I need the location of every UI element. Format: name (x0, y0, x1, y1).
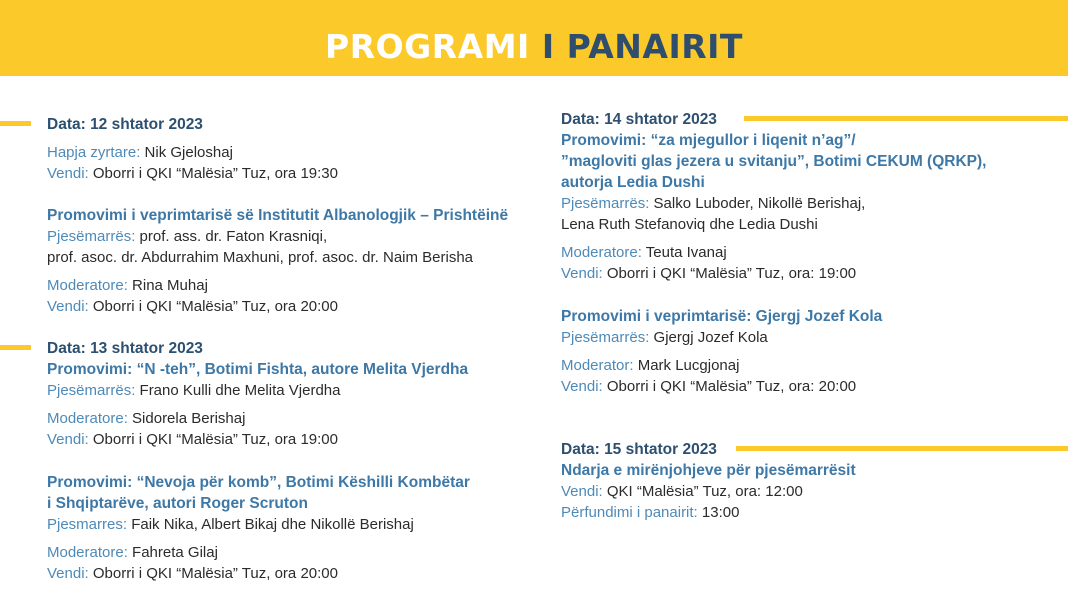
venue-value: Oborri i QKI “Malësia” Tuz, ora 20:00 (88, 565, 338, 582)
moderator-label: Moderatore: (47, 277, 128, 294)
venue-label: Vendi: (561, 265, 603, 282)
event-title-line2: i Shqiptarëve, autori Roger Scruton (47, 495, 308, 512)
moderator (561, 355, 882, 376)
accent-bar-day1 (0, 121, 31, 126)
venue-label: Vendi: (47, 431, 89, 448)
moderator (47, 542, 470, 563)
participants-label: Pjesëmarrës: (47, 382, 136, 399)
venue (47, 429, 468, 450)
participants (47, 380, 468, 401)
closing-value: 13:00 (697, 504, 740, 521)
event-title: Ndarja e mirënjohjeve për pjesëmarrësit (561, 462, 856, 479)
moderator-value: Teuta Ivanaj (641, 244, 727, 261)
participants-label: Pjesëmarrës: (561, 195, 650, 212)
participants-value: Frano Kulli dhe Melita Vjerdha (135, 382, 341, 399)
date-label: Data: 12 shtator 2023 (47, 116, 203, 133)
participants-value: Gjergj Jozef Kola (649, 329, 768, 346)
participants-label: Pjesëmarrës: (561, 329, 650, 346)
closing (561, 502, 856, 523)
venue-label: Vendi: (561, 483, 603, 500)
participants-label: Pjesëmarrës: (47, 228, 136, 245)
moderator-value: Sidorela Berishaj (127, 410, 246, 427)
venue (561, 376, 882, 397)
moderator-value: Mark Lucgjonaj (633, 357, 740, 374)
participants (47, 514, 470, 535)
title-part-panairit: I PANAIRIT (541, 27, 743, 66)
date-label: Data: 14 shtator 2023 (561, 111, 717, 128)
venue-value: Oborri i QKI “Malësia” Tuz, ora: 20:00 (602, 378, 857, 395)
event-gjergj-jozef-kola (561, 306, 882, 397)
participants-value: prof. ass. dr. Faton Krasniqi, (135, 228, 328, 245)
venue-value: Oborri i QKI “Malësia” Tuz, ora 20:00 (88, 298, 338, 315)
participants (47, 226, 508, 247)
moderator (47, 408, 468, 429)
venue (561, 263, 986, 284)
event-nevoja-per-komb (47, 472, 470, 584)
event-institutit-albanologjik (47, 205, 508, 317)
event-title-line1: Promovimi: “Nevoja për komb”, Botimi Këshilli Kombëtar (47, 474, 470, 491)
participants (561, 327, 882, 348)
event-title: Promovimi i veprimtarisë së Institutit Albanologjik – Prishtëinë (47, 207, 509, 224)
venue-label: Vendi: (47, 165, 89, 182)
page-title (0, 27, 1068, 67)
venue (47, 296, 508, 317)
header-banner (0, 0, 1068, 76)
event-title-line3: autorja Ledia Dushi (561, 174, 705, 191)
opening-host (47, 142, 338, 163)
participants-label: Pjesmarres: (47, 516, 128, 533)
title-part-programi: PROGRAMI (325, 27, 530, 66)
date-label: Data: 13 shtator 2023 (47, 340, 203, 357)
participants-value: Faik Nika, Albert Bikaj dhe Nikollë Berishaj (127, 516, 414, 533)
day-section-13-shtator (47, 339, 468, 450)
event-title-line2: ”magloviti glas jezera u svitanju”, Botimi CEKUM (QRKP), (561, 153, 987, 170)
day-section-14-shtator (561, 110, 986, 284)
date-label: Data: 15 shtator 2023 (561, 441, 717, 458)
host-label: Hapja zyrtare: (47, 144, 141, 161)
venue-label: Vendi: (47, 565, 89, 582)
opening-venue (47, 163, 338, 184)
moderator (561, 242, 986, 263)
participants (561, 193, 986, 214)
venue-value: Oborri i QKI “Malësia” Tuz, ora 19:30 (88, 165, 338, 182)
event-title: Promovimi: “N -teh”, Botimi Fishta, autore Melita Vjerdha (47, 361, 469, 378)
event-title: Promovimi i veprimtarisë: Gjergj Jozef Kola (561, 308, 883, 325)
participants-line2: prof. asoc. dr. Abdurrahim Maxhuni, prof. asoc. dr. Naim Berisha (47, 249, 474, 266)
participants-line2: Lena Ruth Stefanoviq dhe Ledia Dushi (561, 216, 818, 233)
moderator-label: Moderatore: (47, 544, 128, 561)
venue-value: Oborri i QKI “Malësia” Tuz, ora 19:00 (88, 431, 338, 448)
venue-label: Vendi: (561, 378, 603, 395)
day-section-12-shtator (47, 115, 338, 184)
venue (561, 481, 856, 502)
moderator-value: Fahreta Gilaj (127, 544, 218, 561)
closing-label: Përfundimi i panairit: (561, 504, 698, 521)
venue-value: Oborri i QKI “Malësia” Tuz, ora: 19:00 (602, 265, 857, 282)
moderator-label: Moderatore: (561, 244, 642, 261)
accent-bar-day2 (0, 345, 31, 350)
host-value: Nik Gjeloshaj (140, 144, 233, 161)
moderator (47, 275, 508, 296)
moderator-label: Moderator: (561, 357, 634, 374)
moderator-value: Rina Muhaj (127, 277, 208, 294)
moderator-label: Moderatore: (47, 410, 128, 427)
event-title-line1: Promovimi: “za mjegullor i liqenit n’ag”/ (561, 132, 856, 149)
venue-label: Vendi: (47, 298, 89, 315)
day-section-15-shtator (561, 440, 856, 523)
venue-value: QKI “Malësia” Tuz, ora: 12:00 (602, 483, 803, 500)
participants-value: Salko Luboder, Nikollë Berishaj, (649, 195, 866, 212)
venue (47, 563, 470, 584)
